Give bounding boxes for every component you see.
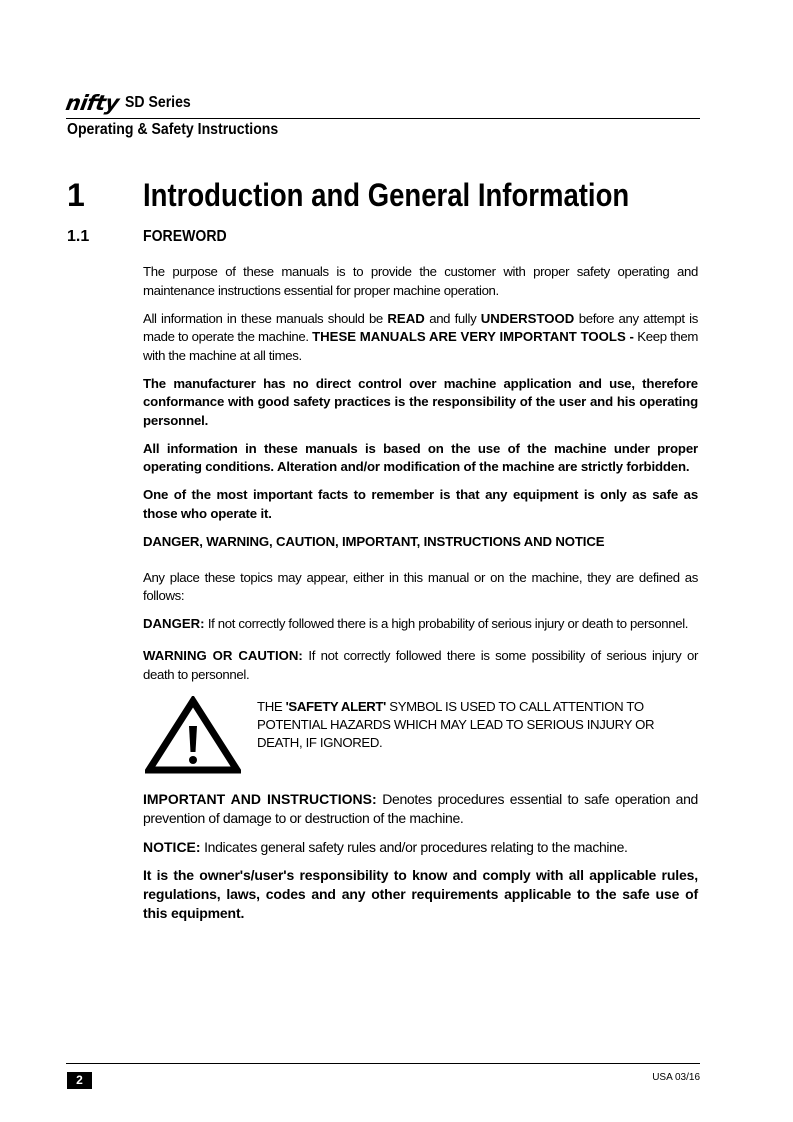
document-subtitle: Operating & Safety Instructions xyxy=(67,121,279,138)
important-text: Denotes procedures essential to safe operation and prevention of damage to or destruction of the machine. xyxy=(143,791,698,826)
paragraph-read-understood xyxy=(143,310,698,366)
safety-alert-block xyxy=(143,696,698,774)
important-definition xyxy=(143,790,698,828)
emphasis-read: READ xyxy=(387,310,425,326)
paragraph-operating-conditions: All information in these manuals is based on the use of the machine under proper operating conditions. Alteration and/or modification of the machine are strictly forbidden. xyxy=(143,440,698,474)
warning-label: WARNING OR CAUTION: xyxy=(143,648,303,663)
emphasis-understood: UNDERSTOOD xyxy=(480,310,575,326)
text-run: before any attempt is made to operate the machine. xyxy=(143,310,698,344)
paragraph-safety-fact: One of the most important facts to remember is that any equipment is only as safe as those who operate it. xyxy=(143,487,698,521)
paragraph-owner-responsibility: It is the owner's/user's responsibility to know and comply with all applicable rules, regulations, laws, codes and any other requirements applicable to the safe use of this equipment. xyxy=(143,867,698,921)
text-run: and fully xyxy=(424,310,481,326)
page-number: 2 xyxy=(67,1072,92,1089)
danger-text: If not correctly followed there is a high probability of serious injury or death to personnel. xyxy=(204,616,689,631)
notice-definition xyxy=(143,838,698,857)
warning-definition xyxy=(143,647,698,684)
paragraph-manufacturer: The manufacturer has no direct control over machine application and use, therefore conformance with good safety practices is the responsibility of the user and his operating personnel. xyxy=(143,375,698,428)
chapter-number: 1 xyxy=(67,177,85,213)
foreword-body xyxy=(143,263,698,933)
header-rule xyxy=(66,118,700,119)
paragraph-purpose: The purpose of these manuals is to provide the customer with proper safety operating and maintenance instructions essential for proper machine operation. xyxy=(143,264,698,298)
safety-alert-triangle-icon xyxy=(145,696,241,774)
footer-rule xyxy=(66,1063,700,1064)
danger-label: DANGER: xyxy=(143,616,205,631)
notice-text: Indicates general safety rules and/or procedures relating to the machine. xyxy=(200,838,628,855)
chapter-title: Introduction and General Information xyxy=(143,177,630,213)
emphasis-tools: THESE MANUALS ARE VERY IMPORTANT TOOLS - xyxy=(312,329,634,344)
series-name: SD Series xyxy=(124,94,191,111)
section-number: 1.1 xyxy=(67,228,90,245)
danger-definition xyxy=(143,615,698,634)
important-label: IMPORTANT AND INSTRUCTIONS: xyxy=(143,791,377,807)
text-run: Keep them with the machine at all times. xyxy=(143,329,698,363)
warning-text: If not correctly followed there is some possibility of serious injury or death to personnel. xyxy=(143,648,698,682)
notice-label: NOTICE: xyxy=(143,838,201,855)
paragraph-definitions-intro: Any place these topics may appear, either in this manual or on the machine, they are defined as follows: xyxy=(143,569,698,603)
nifty-logo: nifty xyxy=(63,91,121,115)
brand-header xyxy=(63,91,199,115)
section-title: FOREWORD xyxy=(143,228,227,245)
safety-alert-text xyxy=(257,698,698,774)
footer-date: USA 03/16 xyxy=(652,1072,700,1083)
safety-alert-label: 'SAFETY ALERT' xyxy=(285,699,386,714)
text-run: THE xyxy=(257,699,286,714)
text-run: SYMBOL IS USED TO CALL ATTENTION TO POTENTIAL HAZARDS WHICH MAY LEAD TO SERIOUS INJURY OR DEATH, IF IGNORED. xyxy=(257,699,655,750)
text-run: All information in these manuals should be xyxy=(143,310,388,326)
topics-heading: DANGER, WARNING, CAUTION, IMPORTANT, INSTRUCTIONS AND NOTICE xyxy=(143,533,605,549)
